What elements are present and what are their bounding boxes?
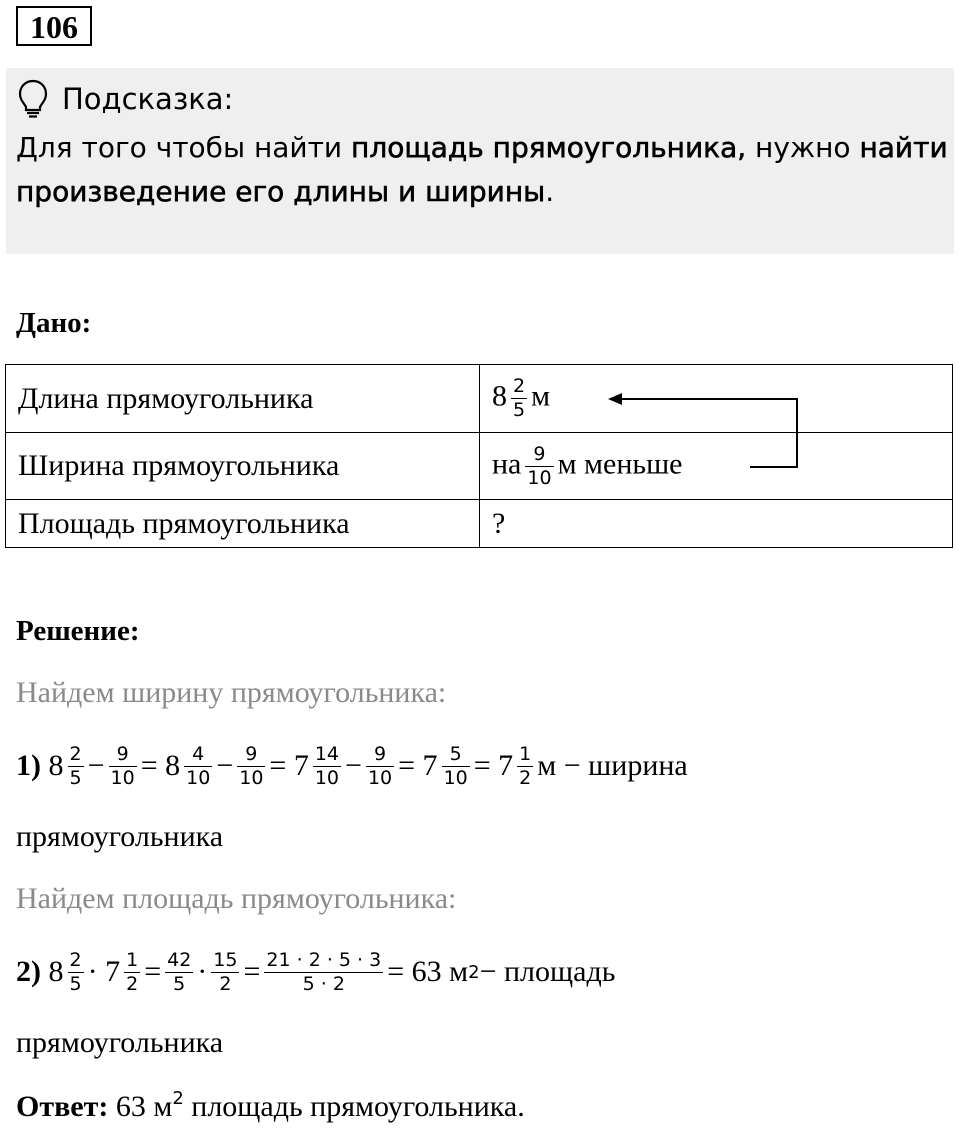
hint-title: Подсказка:	[62, 82, 234, 116]
given-heading: Дано:	[16, 307, 92, 339]
step2-intro: Найдем площадь прямоугольника:	[16, 882, 457, 915]
step2-continuation: прямоугольника	[16, 1026, 224, 1059]
step1-continuation: прямоугольника	[16, 820, 224, 853]
length-value: 8 $\frac{2}{5}$ м	[480, 365, 953, 433]
task-number: 106	[16, 6, 92, 46]
area-value: ?	[480, 500, 953, 548]
answer-label: Ответ:	[16, 1090, 109, 1123]
hint-bold-area: площадь прямоугольника,	[351, 131, 747, 164]
step1-intro: Найдем ширину прямоугольника:	[16, 676, 447, 709]
hint-text: Для того чтобы найти площадь прямоугольника, нужно найти произведение его длины и ширины.	[16, 131, 948, 208]
area-label: Площадь прямоугольника	[6, 500, 480, 548]
step1-formula: 1) 8 $\frac{2}{5}$ − $\frac{9}{10}$ = 8 $\frac{4}{10}$ − $\frac{9}{10}$ = 7 $\frac{14}{10}$ − $\frac{9}{10}$ = 7 $\frac{5}{10}$ = 7 $\frac{1}{2}$ м − ширина	[16, 742, 688, 789]
width-value: на $\frac{9}{10}$ м меньше	[480, 433, 953, 500]
solution-heading: Решение:	[16, 615, 140, 647]
length-label: Длина прямоугольника	[6, 365, 480, 433]
relation-arrow	[0, 0, 960, 560]
answer-line: Ответ: 63 $м^2$ площадь прямоугольника.	[16, 1088, 525, 1123]
hint-bold-product: найти произведение его длины и ширины	[16, 131, 948, 208]
width-label: Ширина прямоугольника	[6, 433, 480, 500]
step2-formula: 2) 8 $\frac{2}{5}$ · 7 $\frac{1}{2}$ = $\frac{42}{5}$ · $\frac{15}{2}$ = $\frac{21 \cdot 2 \cdot 5 \cdot 3}{5 \cdot 2}$ = 63 м 2 − площадь	[16, 948, 616, 995]
